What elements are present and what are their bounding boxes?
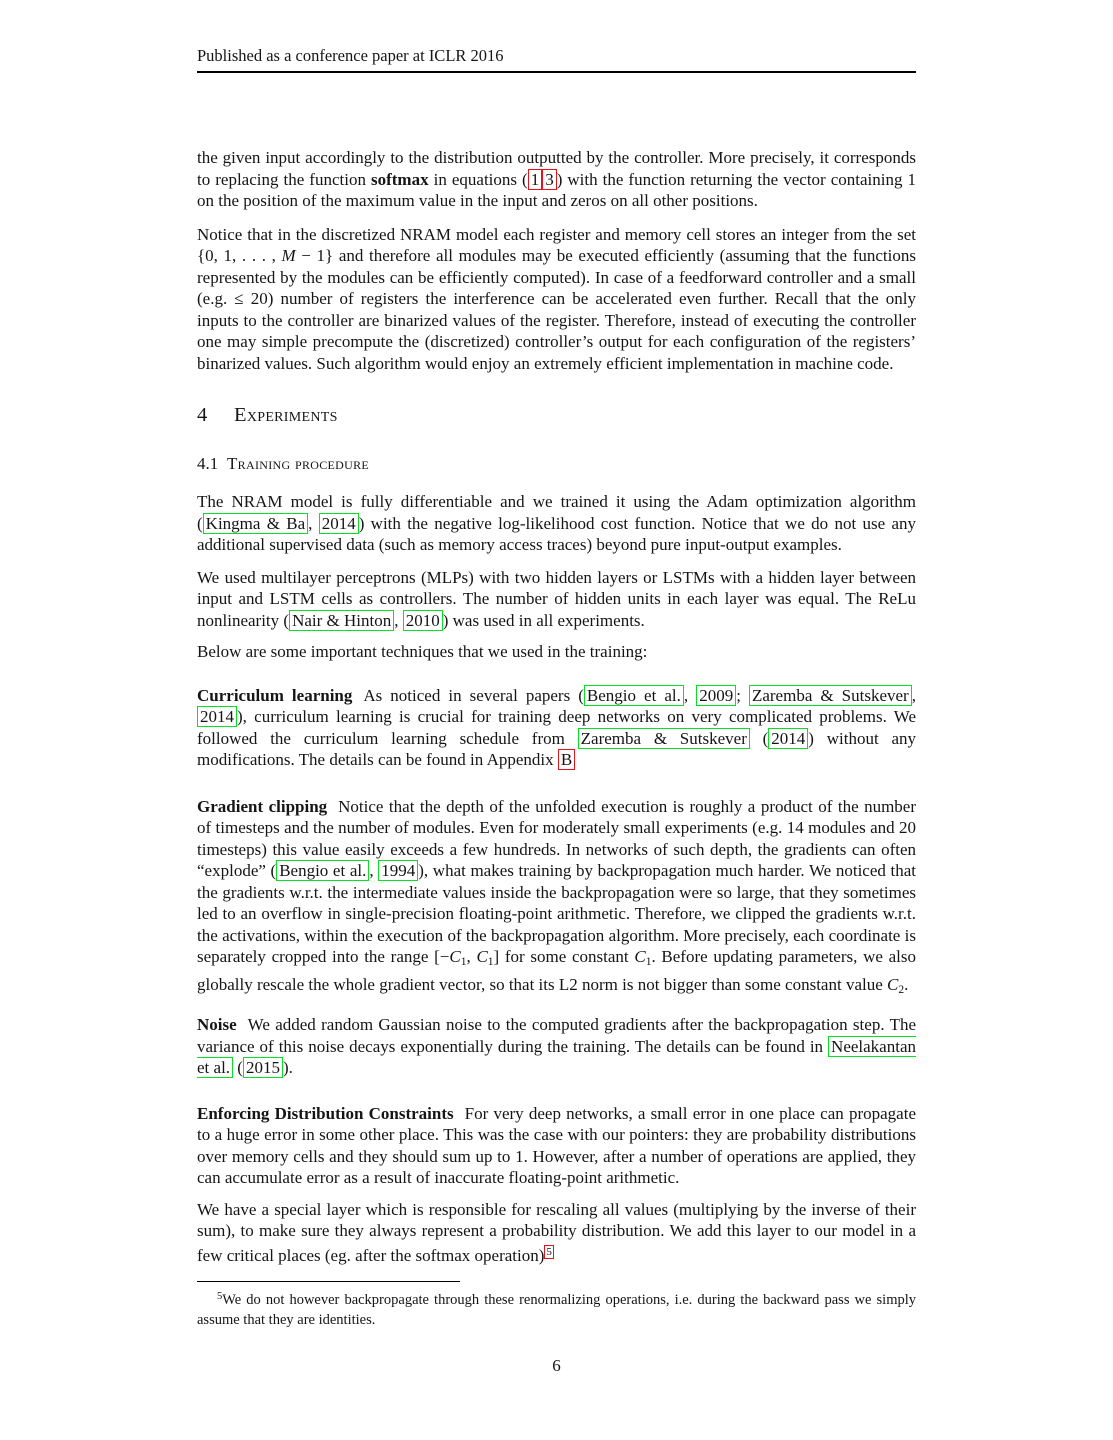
runin-heading-enforcing-distribution-constraints: Enforcing Distribution Constraints <box>197 1103 454 1123</box>
section-title: Experiments <box>234 404 338 426</box>
text-run: The NRAM model is fully differentiable and we trained it using the Adam optimization algorithm ( <box>197 492 916 533</box>
cite-bengio-1994-year[interactable]: 1994 <box>378 860 418 881</box>
text-run: − 1} and therefore all modules may be executed efficiently (assuming that the functions represented by the modules can be efficiently computed). In case of a feedforward controller and a small (e.g. ≤ 20) number of registers the interference can be accelerated even further. Recall that the only inputs to the controller are binarized values of the register. Therefore, instead of executing the controller one may simple precompute the (discretized) controller’s output for each configuration of the registers’ binarized values. Such algorithm would enjoy an extremely efficient implementation in machine code. <box>197 246 916 373</box>
section-heading-experiments <box>197 404 916 427</box>
eq-ref-1[interactable]: 1 <box>528 169 543 190</box>
paragraph-gradient-clipping <box>197 796 916 1002</box>
header-rule <box>197 71 916 73</box>
text-run: . Before updating parameters, we also globally rescale the whole gradient vector, so that its L2 norm is not bigger than some constant value <box>197 947 916 994</box>
text-run: ), curriculum learning is crucial for training deep networks on very complicated problems. We followed the curriculum learning schedule from <box>197 707 916 748</box>
text-run: . <box>904 974 909 994</box>
eq-ref-3[interactable]: 3 <box>542 169 557 190</box>
text-run: ] for some constant <box>493 947 635 966</box>
text-run: We do not however backpropagate through these renormalizing operations, i.e. during the backward pass we simply assume that they are identities. <box>197 1292 916 1328</box>
runin-heading-gradient-clipping: Gradient clipping <box>197 796 328 816</box>
paragraph-curriculum-learning <box>197 685 916 771</box>
text-run: , <box>308 513 319 533</box>
runin-heading-noise: Noise <box>197 1015 237 1034</box>
footnote-5 <box>197 1287 916 1330</box>
text-run: 1 <box>487 956 494 968</box>
cite-bengio-2009[interactable]: Bengio et al. <box>584 685 684 706</box>
text-run: ) with the function returning the vector containing 1 on the position of the maximum value in the input and zeros on all other positions. <box>197 169 917 210</box>
text-run: , <box>683 685 697 705</box>
text-run: ) with the negative log-likelihood cost function. Notice that we do not use any additional supervised data (such as memory access traces) beyond pure input-output examples. <box>197 513 917 554</box>
text-run: , <box>394 610 403 630</box>
text-run: , <box>466 947 477 966</box>
text-run: ) was used in all experiments. <box>442 610 645 630</box>
running-header: Published as a conference paper at ICLR 2016 <box>197 46 504 65</box>
text-run: , <box>369 861 379 880</box>
text-run: C <box>449 947 461 966</box>
text-run: Notice that in the discretized NRAM model each register and memory cell stores an integer from the set {0, 1, . . . , <box>197 224 916 265</box>
text-run: ) without any modifications. The details can be found in Appendix <box>197 728 916 769</box>
cite-zaremba-sutskever-year-2[interactable]: 2014 <box>768 728 808 749</box>
cite-bengio-1994[interactable]: Bengio et al. <box>276 860 369 881</box>
text-run: ; <box>736 685 749 705</box>
runin-heading-curriculum-learning: Curriculum learning <box>197 685 353 705</box>
text-run: ), what makes training by backpropagation much harder. We noticed that the gradients w.r.t. the intermediate values inside the backpropagation were so large, that they sometimes led to an overflow in single-precision floating-point arithmetic. Therefore, we clipped the gradients w.r.t. the activations, within the execution of the backpropagation algorithm. More precisely, each coordinate is separately cropped into the range [− <box>197 861 917 966</box>
footnote-5-marker[interactable]: 5 <box>546 1245 552 1258</box>
appendix-b-link[interactable]: B <box>558 749 575 770</box>
text-run: For very deep networks, a small error in one place can propagate to a huge error in some other place. This was the case with our pointers: they are probability distributions over memory cells and they should sum up to 1. However, after a number of operations are applied, they can accumulate error as a result of inaccurate floating-point arithmetic. <box>197 1103 916 1187</box>
cite-zaremba-sutskever[interactable]: Zaremba & Sutskever <box>749 685 912 706</box>
text-run: the given input accordingly to the distribution outputted by the controller. More precisely, it corresponds to replacing the function <box>197 148 916 189</box>
cite-nair-hinton-year[interactable]: 2010 <box>403 610 443 631</box>
paragraph-controllers <box>197 567 916 632</box>
cite-kingma-ba-year[interactable]: 2014 <box>319 513 359 534</box>
text-run: 1 <box>460 956 467 968</box>
footnote-5-number: 5 <box>217 1291 223 1302</box>
subsection-number: 4.1 <box>197 454 219 473</box>
text-run: ). <box>282 1058 293 1077</box>
page-number: 6 <box>552 1356 561 1375</box>
text-run: 2 <box>898 983 905 996</box>
section-number: 4 <box>197 404 208 426</box>
text-run: We added random Gaussian noise to the computed gradients after the backpropagation step. The variance of this noise decays exponentially during the training. The details can be found in <box>197 1015 916 1056</box>
subsection-title: Training procedure <box>227 454 370 473</box>
text-run: 1 <box>645 956 652 968</box>
cite-neelakantan[interactable]: Neelakantan et al. <box>197 1036 916 1077</box>
paragraph-enforcing-distribution-constraints <box>197 1103 916 1189</box>
paragraph-adam-training <box>197 491 916 556</box>
cite-neelakantan-year[interactable]: 2015 <box>243 1057 283 1078</box>
cite-bengio-2009-year[interactable]: 2009 <box>696 685 736 706</box>
text-run: Notice that the depth of the unfolded execution is roughly a product of the number of timesteps and the number of modules. Even for moderately small experiments (e.g. 14 modules and 20 timesteps) this value easily exceeds a few hundreds. In networks of such depth, the gradients can often “explode” ( <box>197 796 917 880</box>
text-run: C <box>634 947 646 966</box>
cite-zaremba-sutskever-year[interactable]: 2014 <box>197 706 237 727</box>
paragraph-discretized-nram <box>197 224 916 375</box>
paragraph-rescaling-layer <box>197 1199 916 1267</box>
paragraph-techniques-intro <box>197 641 916 663</box>
text-run: As noticed in several papers ( <box>363 685 584 705</box>
text-run: Below are some important techniques that we used in the training: <box>197 642 648 661</box>
paragraph-argmax <box>197 147 916 212</box>
cite-kingma-ba[interactable]: Kingma & Ba <box>203 513 308 534</box>
cite-nair-hinton[interactable]: Nair & Hinton <box>289 610 394 631</box>
text-run: ( <box>749 728 769 748</box>
text-run: ( <box>233 1058 243 1077</box>
subsection-heading-training-procedure <box>197 454 916 474</box>
text-run: , <box>911 685 916 705</box>
text-run: C <box>887 974 899 994</box>
text-run: We used multilayer perceptrons (MLPs) with two hidden layers or LSTMs with a hidden layer between input and LSTM cells as controllers. The number of hidden units in each layer was equal. The ReLu nonlinearity ( <box>197 567 916 630</box>
cite-zaremba-sutskever-2[interactable]: Zaremba & Sutskever <box>578 728 750 749</box>
text-run: We have a special layer which is responsible for rescaling all values (multiplying by the inverse of their sum), to make sure they always represent a probability distribution. We add this layer to our model in a few critical places (eg. after the softmax operation) <box>197 1199 916 1265</box>
text-run: in equations ( <box>428 169 528 189</box>
paragraph-noise <box>197 1014 916 1079</box>
text-run: M <box>281 246 296 265</box>
text-run: C <box>476 947 488 966</box>
footnote-rule <box>197 1281 460 1282</box>
text-run: softmax <box>370 169 429 189</box>
